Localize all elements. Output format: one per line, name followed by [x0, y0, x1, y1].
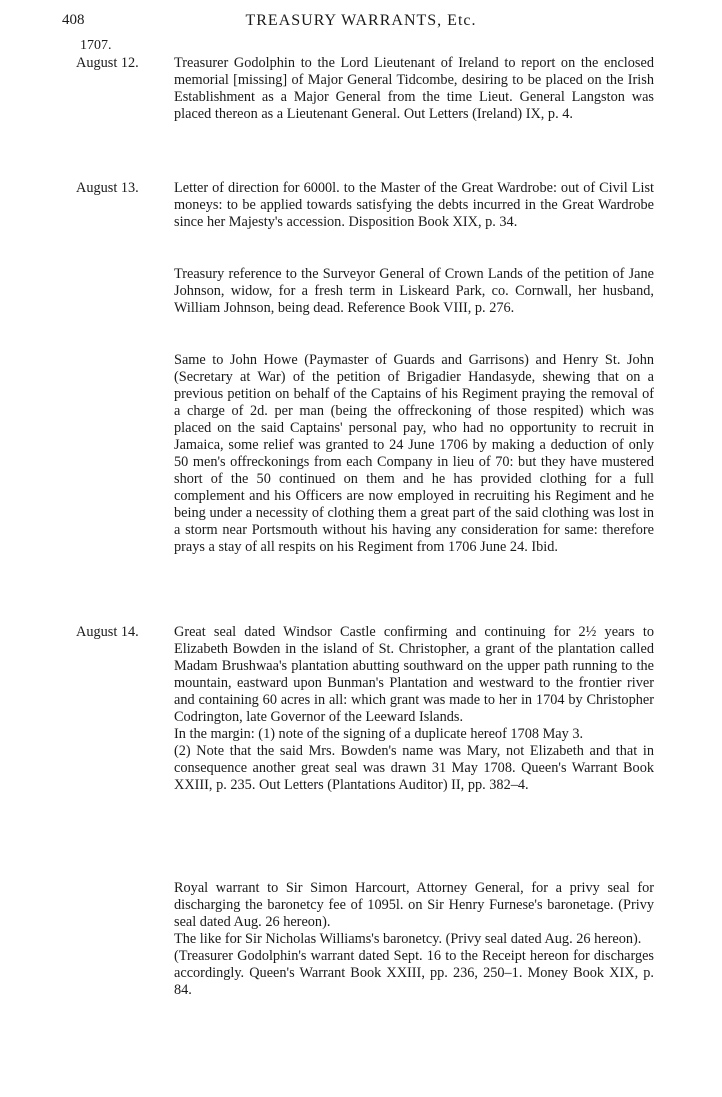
entry — [174, 352, 654, 556]
year-label: 1707. — [80, 38, 112, 53]
margin-note: In the margin: (1) note of the signing of a duplicate hereof 1708 May 3. — [174, 726, 584, 742]
entry-paragraph: Treasury reference to the Surveyor General of Crown Lands of the petition of Jane Johnson, widow, for a fresh term in Liskeard Park, co. Cornwall, her husband, William Johnson, being dead. Reference Book VIII, p. 276. — [174, 266, 654, 316]
entry — [174, 880, 654, 999]
running-title: TREASURY WARRANTS, Etc. — [245, 12, 477, 29]
entry-paragraph: Royal warrant to Sir Simon Harcourt, Attorney General, for a privy seal for discharging the baronetcy fee of 1095l. on Sir Henry Furnese's baronetage. (Privy seal dated Aug. 26 hereon). — [174, 880, 654, 930]
entry-date: August 12. — [76, 55, 139, 71]
entry — [174, 266, 654, 317]
entry-paragraph: (2) Note that the said Mrs. Bowden's name was Mary, not Elizabeth and that in consequence another great seal was drawn 31 May 1708. Queen's Warrant Book XXIII, p. 235. Out Letters (Plantations Auditor) II, pp. 382–4. — [174, 743, 654, 793]
entry-date: August 14. — [76, 624, 139, 640]
entry-paragraph: Same to John Howe (Paymaster of Guards and Garrisons) and Henry St. John (Secretary at War) of the petition of Brigadier Handasyde, shewing that on a previous petition on behalf of the Captains of his Regiment praying the removal of a charge of 2d. per man (being the offreckoning of those respited) which was placed on the said Captains' personal pay, who had no opportunity to recruit in Jamaica, some relief was granted to 24 June 1706 by making a deduction of only 50 men's offreckonings from each Company in lieu of 70: but they have mustered short of the 50 continued on them and he has provided clothing for a full complement and his Officers are now employed in recruiting his Regiment and he being under a necessity of clothing them a great part of the said clothing was lost in a storm near Portsmouth without his having any consideration for same: therefore prays a stay of all respits on his Regiment from 1706 June 24. Ibid. — [174, 352, 654, 555]
entry-paragraph: Letter of direction for 6000l. to the Master of the Great Wardrobe: out of Civil List moneys: to be applied towards satisfying the debts incurred in the Great Wardrobe since her Majesty's accession. Disposition Book XIX, p. 34. — [174, 180, 654, 230]
page-number: 408 — [62, 12, 85, 28]
entry — [174, 180, 654, 231]
entry-paragraph: The like for Sir Nicholas Williams's baronetcy. (Privy seal dated Aug. 26 hereon). — [174, 931, 642, 947]
entry — [174, 55, 654, 123]
page-header — [0, 12, 722, 34]
entry — [174, 624, 654, 794]
entry-paragraph: Great seal dated Windsor Castle confirming and continuing for 2½ years to Elizabeth Bowden in the island of St. Christopher, a grant of the plantation called Madam Brushwaa's plantation abutting southward on the upper path running to the mountain, eastward upon Bunman's Plantation and westward to the frontier river and containing 60 acres in all: which grant was made to her in 1704 by Christopher Codrington, late Governor of the Leeward Islands. — [174, 624, 654, 725]
entry-paragraph: (Treasurer Godolphin's warrant dated Sept. 16 to the Receipt hereon for discharges accordingly. Queen's Warrant Book XXIII, pp. 236, 250–1. Money Book XIX, p. 84. — [174, 948, 654, 998]
entry-paragraph: Treasurer Godolphin to the Lord Lieutenant of Ireland to report on the enclosed memorial [missing] of Major General Tidcombe, desiring to be placed on the Irish Establishment as a Major General from the time Lieut. General Langston was placed thereon as a Lieutenant General. Out Letters (Ireland) IX, p. 4. — [174, 55, 654, 122]
entry-date: August 13. — [76, 180, 139, 196]
